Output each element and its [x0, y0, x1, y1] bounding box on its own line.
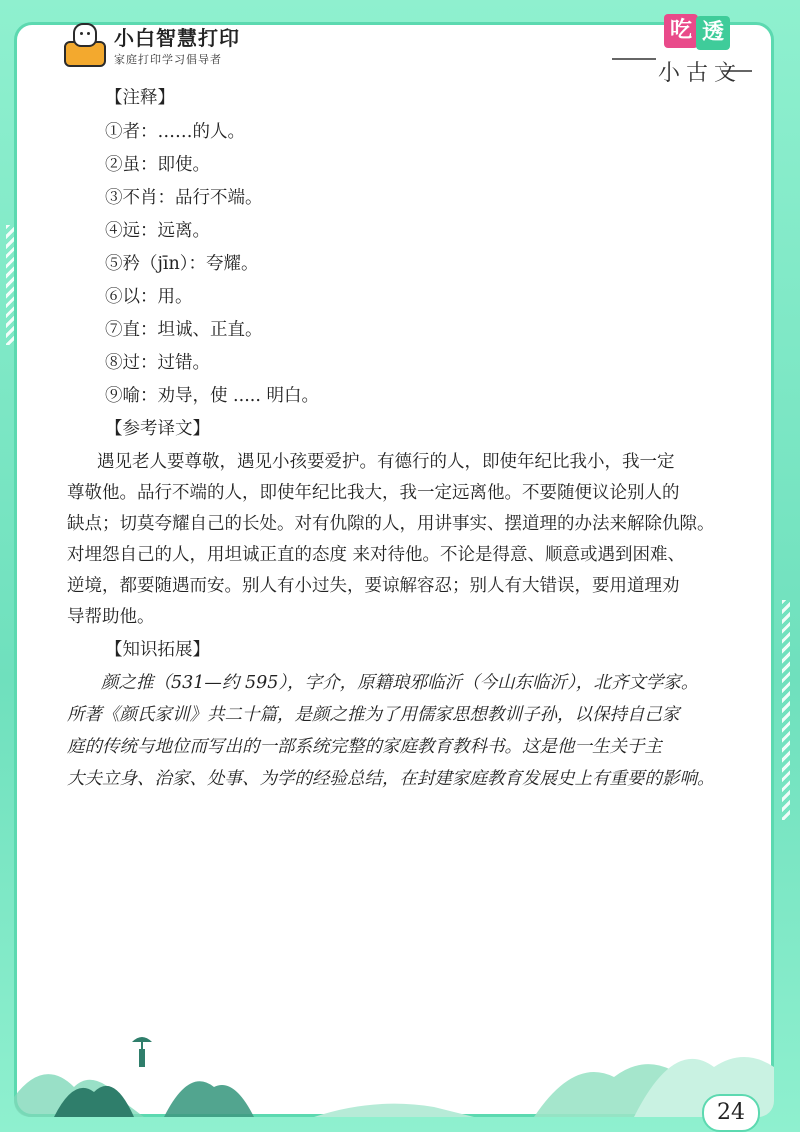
- mountain-illustration: [14, 987, 774, 1117]
- note-item: ⑥以：用。: [105, 287, 193, 307]
- extension-line: 大夫立身、治家、处事、为学的经验总结，在封建家庭教育发展史上有重要的影响。: [67, 769, 715, 789]
- note-item: ⑧过：过错。: [105, 353, 210, 373]
- brand-badge: [612, 14, 752, 84]
- note-item: ③不肖：品行不端。: [105, 188, 263, 208]
- extension-line: 庭的传统与地位而写出的一部系统完整的家庭教育教科书。这是他一生关于主: [67, 737, 662, 757]
- notes-heading: 【注释】: [105, 88, 175, 108]
- right-stripes: [782, 600, 790, 820]
- logo: [64, 22, 240, 67]
- extension-heading: 【知识拓展】: [105, 640, 210, 660]
- extension-line: 颜之推（531—约 595），字介，原籍琅邪临沂（今山东临沂），北齐文学家。: [101, 673, 699, 693]
- note-item: ⑨喻：劝导，使 ..... 明白。: [105, 386, 319, 406]
- translation-line: 尊敬他。品行不端的人，即使年纪比我大，我一定远离他。不要随便议论别人的: [67, 483, 680, 503]
- translation-line: 导帮助他。: [67, 607, 155, 627]
- translation-line: 逆境，都要随遇而安。别人有小过失，要谅解容忍；别人有大错误，要用道理劝: [67, 576, 680, 596]
- umbrella-figure-icon: [132, 1037, 152, 1067]
- logo-subtitle: 家庭打印学习倡导者: [114, 53, 222, 66]
- brand-subtitle: 小古文: [658, 61, 743, 86]
- brand-char-tou: 透: [696, 16, 730, 50]
- note-item: ⑦直：坦诚、正直。: [105, 320, 263, 340]
- note-item: ②虽：即使。: [105, 155, 210, 175]
- note-item: ④远：远离。: [105, 221, 210, 241]
- logo-title: 小白智慧打印: [114, 26, 240, 50]
- brand-decor-line: [612, 58, 656, 60]
- translation-line: 缺点；切莫夸耀自己的长处。对有仇隙的人，用讲事实、摆道理的办法来解除仇隙。: [67, 514, 715, 534]
- dog-logo-icon: [64, 23, 106, 67]
- extension-line: 所著《颜氏家训》共二十篇，是颜之推为了用儒家思想教训子孙，以保持自己家: [67, 705, 680, 725]
- translation-line: 对埋怨自己的人，用坦诚正直的态度 来对待他。不论是得意、顺意或遇到困难、: [67, 545, 686, 565]
- note-item: ①者：……的人。: [105, 122, 245, 142]
- translation-line: 遇见老人要尊敬，遇见小孩要爱护。有德行的人，即使年纪比我小，我一定: [97, 452, 675, 472]
- page-number: 24: [702, 1094, 760, 1132]
- left-stripes: [6, 225, 14, 345]
- brand-char-chi: 吃: [664, 14, 698, 48]
- note-item: ⑤矜（jīn）：夸耀。: [105, 254, 259, 274]
- mountain-scenery: [14, 987, 774, 1117]
- translation-heading: 【参考译文】: [105, 419, 210, 439]
